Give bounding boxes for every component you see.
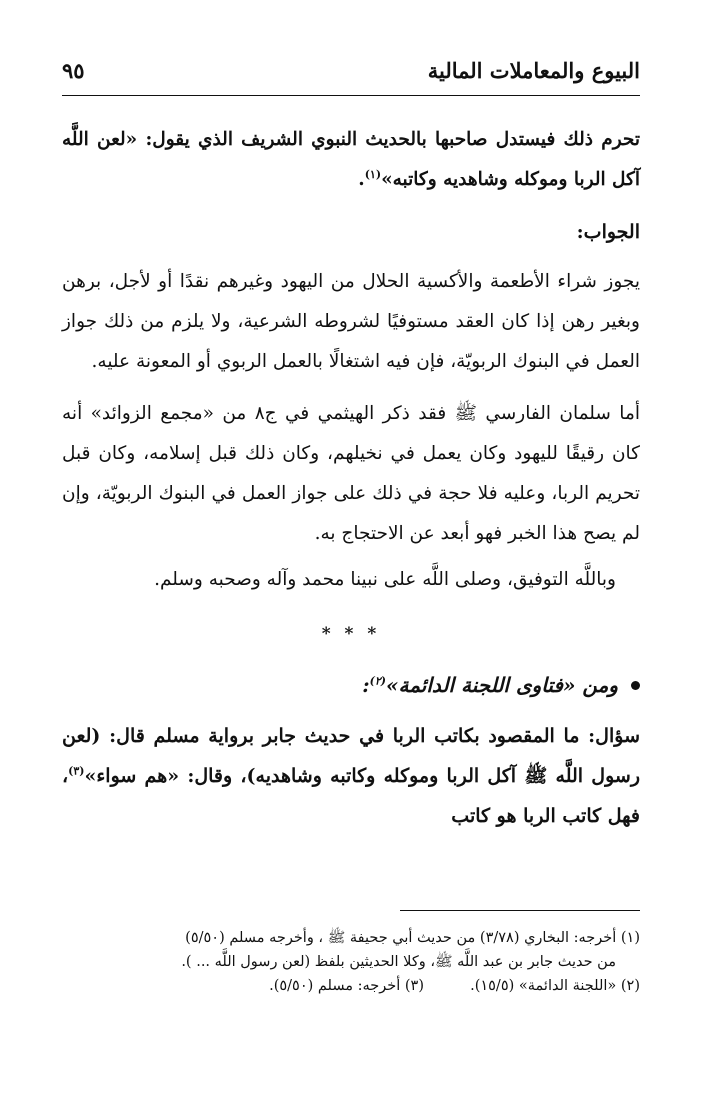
question-text-b: ، فهل كاتب الربا هو كاتب	[62, 765, 640, 827]
section-separator: * * *	[321, 624, 381, 644]
main-text	[62, 120, 640, 836]
answer-heading: الجواب:	[576, 221, 640, 243]
paragraph-answer: يجوز شراء الأطعمة والأكسية الحلال من اليهود وغيرهم نقدًا أو لأجل، برهن وبغير رهن إذا كان العقد مستوفيًا لشروطه الشرعية، ولا يلزم من ذلك جواز العمل في البنوك الربويّة، فإن فيه اشتغالًا بالعمل الربوي أو المعونة عليه.	[62, 271, 640, 372]
paragraph-text: تحرم ذلك فيستدل صاحبها بالحديث النبوي الشريف الذي يقول: «لعن اللَّه آكل الربا وموكله وشاهديه وكاتبه»	[62, 129, 640, 190]
source-heading-text: ومن «فتاوى اللجنة الدائمة»	[386, 673, 618, 697]
page-number: ٩٥	[62, 58, 85, 83]
footnote-ref-3: (٣)	[68, 764, 85, 778]
footnote-1-continued: من حديث جابر بن عبد اللَّه ﷺ، وكلا الحديثين بلفظ (لعن رسول اللَّه ... ).	[181, 954, 616, 970]
footnote-2-3: (٢) «اللجنة الدائمة» (١٥/٥). (٣) أخرجه: مسلم (٥/٥٠).	[269, 978, 640, 994]
footnote-ref-2: (٢)	[369, 674, 387, 688]
paragraph-salman: أما سلمان الفارسي ﷺ فقد ذكر الهيثمي في ج٨ من «مجمع الزوائد» أنه كان رقيقًا لليهود وكان يعمل في نخيلهم، وكان ذلك قبل إسلامه، وكان قبل تحريم الربا، وعليه فلا حجة في ذلك على جواز العمل في البنوك الربويّة، وإن لم يصح هذا الخبر فهو أبعد عن الاحتجاج به.	[62, 403, 640, 544]
footnote-ref-1: (١)	[364, 167, 382, 181]
bullet-icon	[631, 681, 640, 690]
footnote-rule	[400, 910, 640, 911]
source-heading-colon: :	[362, 673, 370, 697]
source-heading	[62, 668, 640, 702]
paragraph-question-end: تحرم ذلك فيستدل صاحبها بالحديث النبوي الشريف الذي يقول: «لعن اللَّه آكل الربا وموكله وشاهديه وكاتبه»$^{(١)}$.	[62, 129, 640, 190]
header-rule	[62, 95, 640, 96]
footnote-1: (١) أخرجه: البخاري (٣/٧٨) من حديث أبي جحيفة ﷺ ، وأخرجه مسلم (٥/٥٠)	[185, 930, 640, 946]
paragraph-closing: وباللَّه التوفيق، وصلى اللَّه على نبينا محمد وآله وصحبه وسلم.	[154, 569, 616, 590]
question-text-a: سؤال: ما المقصود بكاتب الربا في حديث جابر برواية مسلم قال: (لعن رسول اللَّه ﷺ آكل الربا وموكله وكاتبه وشاهديه)، وقال: «هم سواء»	[62, 725, 640, 787]
paragraph-question	[62, 716, 640, 836]
header-title: البيوع والمعاملات المالية	[427, 58, 640, 83]
running-header	[62, 58, 640, 92]
footnotes	[62, 926, 640, 998]
